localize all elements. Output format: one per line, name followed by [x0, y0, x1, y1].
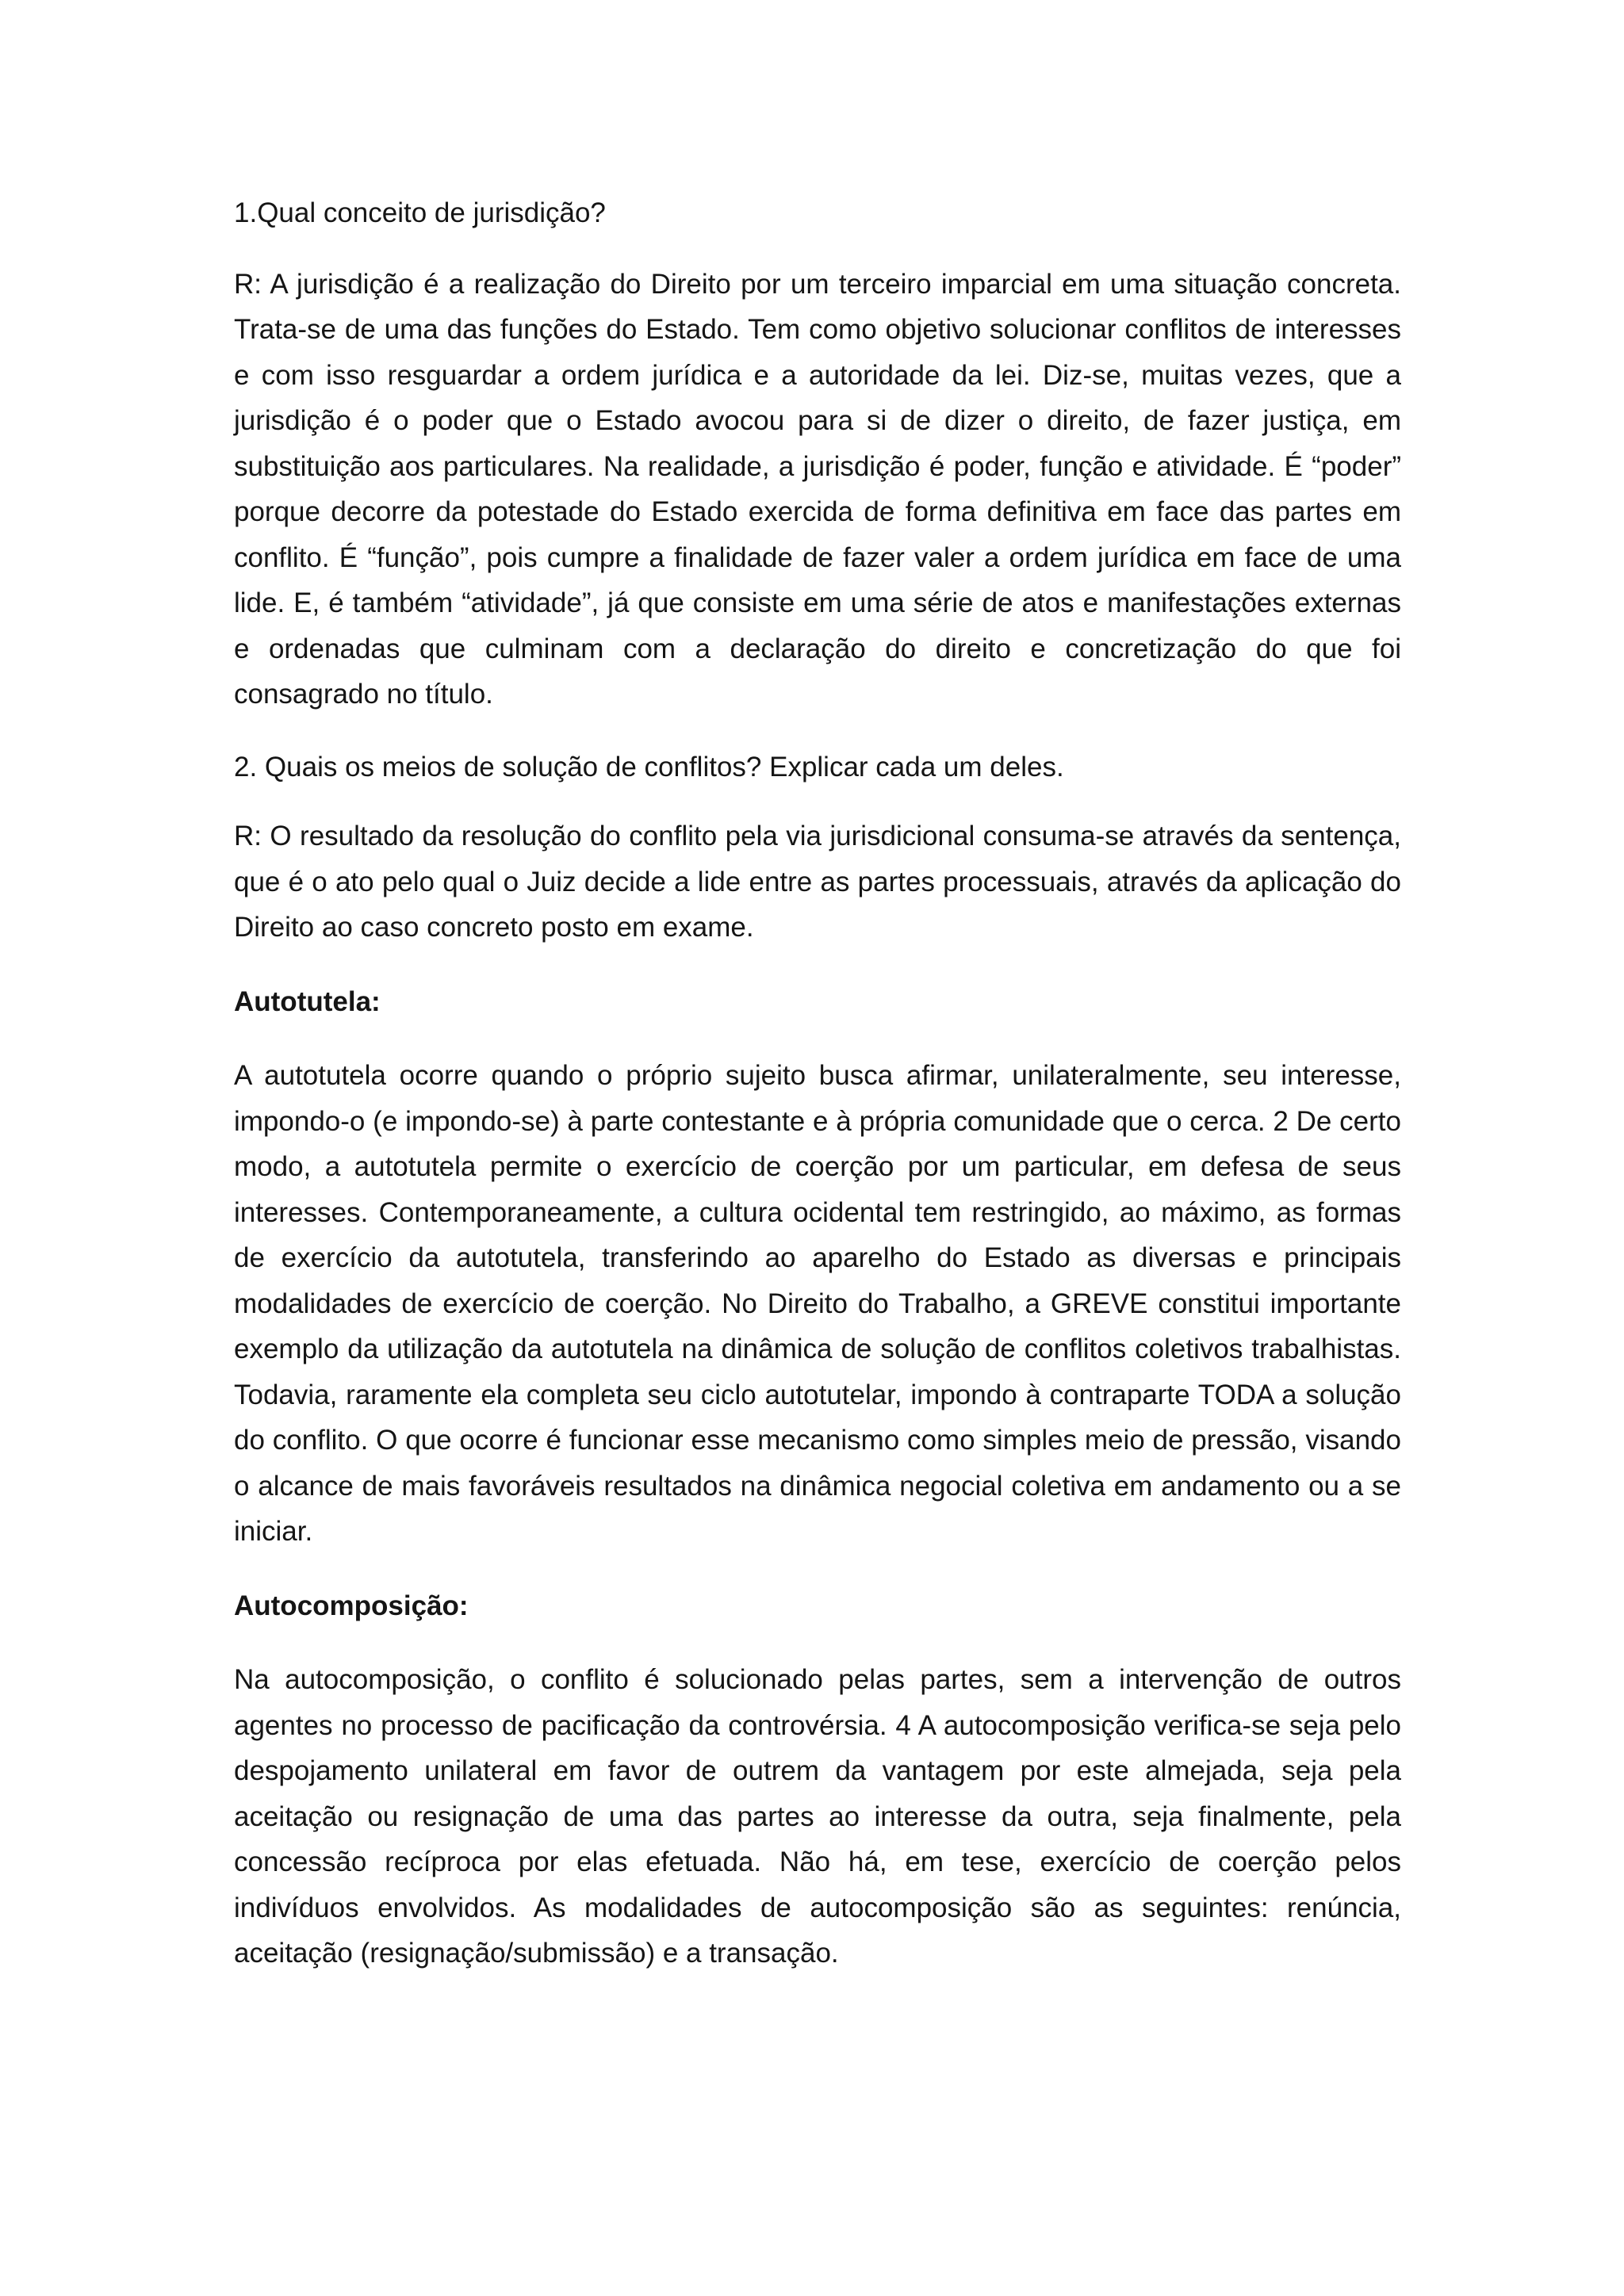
paragraph-autocomposicao: Na autocomposição, o conflito é solucionado pelas partes, sem a intervenção de outros agentes no processo de pacificação da controvérsia. 4 A autocomposição verifica-se seja pelo despojamento unilateral em favor de outrem da vantagem por este almejada, seja pela aceitação ou resignação de uma das partes ao interesse da outra, seja finalmente, pela concessão recíproca por elas efetuada. Não há, em tese, exercício de coerção pelos indivíduos envolvidos. As modalidades de autocomposição são as seguintes: renúncia, aceitação (resignação/submissão) e a transação. [234, 1664, 1401, 1969]
answer-1: R: A jurisdição é a realização do Direito por um terceiro imparcial em uma situação concreta. Trata-se de uma das funções do Estado. Tem como objetivo solucionar conflitos de interesses e com isso resguardar a ordem jurídica e a autoridade da lei. Diz-se, muitas vezes, que a jurisdição é o poder que o Estado avocou para si de dizer o direito, de fazer justiça, em substituição aos particulares. Na realidade, a jurisdição é poder, função e atividade. É “poder” porque decorre da potestade do Estado exercida de forma definitiva em face das partes em conflito. É “função”, pois cumpre a finalidade de fazer valer a ordem jurídica em face de uma lide. E, é também “atividade”, já que consiste em uma série de atos e manifestações externas e ordenadas que culminam com a declaração do direito e concretização do que foi consagrado no título. [234, 268, 1401, 710]
paragraph-autotutela: A autotutela ocorre quando o próprio sujeito busca afirmar, unilateralmente, seu interesse, impondo-o (e impondo-se) à parte contestante e à própria comunidade que o cerca. 2 De certo modo, a autotutela permite o exercício de coerção por um particular, em defesa de seus interesses. Contemporaneamente, a cultura ocidental tem restringido, ao máximo, as formas de exercício da autotutela, transferindo ao aparelho do Estado as diversas e principais modalidades de exercício de coerção. No Direito do Trabalho, a GREVE constitui importante exemplo da utilização da autotutela na dinâmica de solução de conflitos coletivos trabalhistas. Todavia, raramente ela completa seu ciclo autotutelar, impondo à contraparte TODA a solução do conflito. O que ocorre é funcionar esse mecanismo como simples meio de pressão, visando o alcance de mais favoráveis resultados na dinâmica negocial coletiva em andamento ou a se iniciar. [234, 1060, 1401, 1547]
question-1: 1.Qual conceito de jurisdição? [234, 197, 606, 228]
heading-autotutela: Autotutela: [234, 985, 381, 1017]
answer-2: R: O resultado da resolução do conflito pela via jurisdicional consuma-se através da sentença, que é o ato pelo qual o Juiz decide a lide entre as partes processuais, através da aplicação do Direito ao caso concreto posto em exame. [234, 821, 1401, 943]
document-body [234, 190, 1401, 2003]
question-2: 2. Quais os meios de solução de conflitos? Explicar cada um deles. [234, 751, 1064, 783]
heading-autocomposicao: Autocomposição: [234, 1590, 469, 1621]
